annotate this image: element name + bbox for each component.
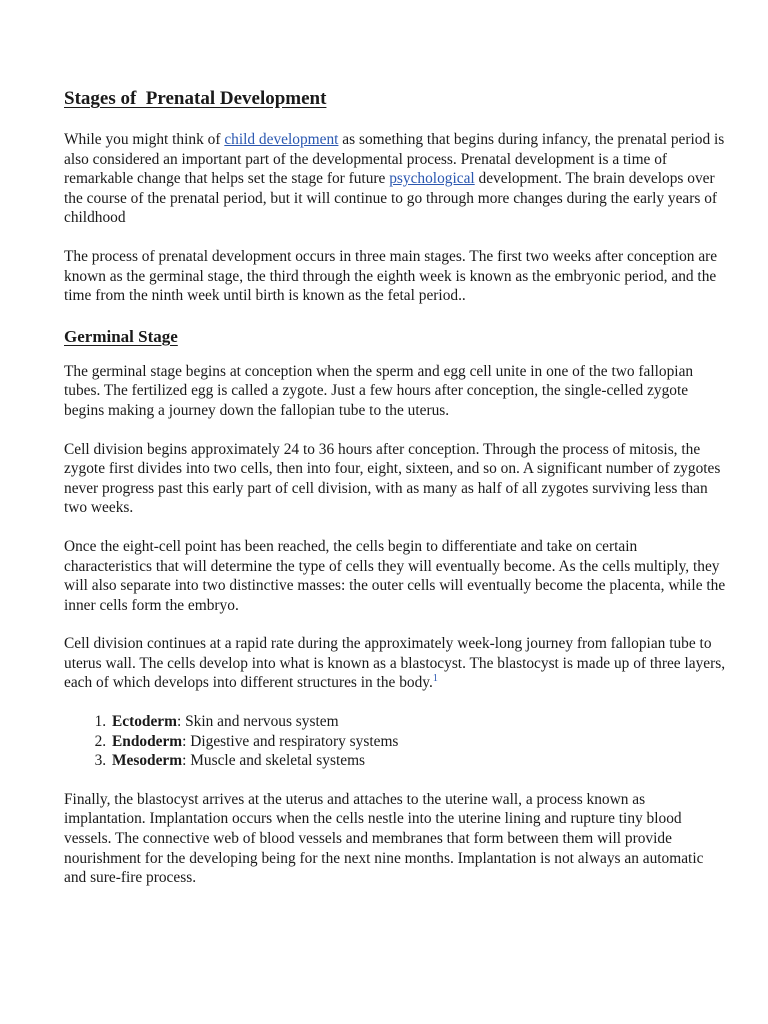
child-development-link[interactable]: child development: [224, 131, 339, 148]
layer-description: : Skin and nervous system: [176, 713, 339, 731]
stages-paragraph: The process of prenatal development occurs in three main stages. The first two weeks after conception are known as the germinal stage, the third through the eighth week is known as the embryonic period, and the time from the ninth week until birth is known as the fetal period..: [64, 247, 718, 305]
list-item-mesoderm: [110, 751, 728, 771]
layer-term: Ectoderm: [112, 713, 177, 731]
germinal-paragraph-conception: The germinal stage begins at conception when the sperm and egg cell unite in one of the two fallopian tubes. The fertilized egg is called a zygote. Just a few hours after conception, the single-celled zygote begins making a journey down the fallopian tube to the uterus.: [64, 362, 694, 419]
list-item-endoderm: [110, 732, 728, 752]
germinal-paragraph-cell-division: Cell division begins approximately 24 to 36 hours after conception. Through the process of mitosis, the zygote first divides into two cells, then into four, eight, sixteen, and so on. A significant number of zygotes never progress past this early part of cell division, with as many as half of all zygotes surviving less than two weeks.: [64, 440, 721, 517]
layer-description: : Digestive and respiratory systems: [182, 732, 399, 750]
psychological-link[interactable]: psychological: [389, 170, 475, 188]
blastocyst-text: Cell division continues at a rapid rate during the approximately week-long journey from fallopian tube to uterus wall. The cells develop into what is known as a blastocyst. The blastocyst is made up of three layers, each of which develops into different structures in the body.: [64, 635, 726, 692]
intro-paragraph: [64, 130, 728, 228]
intro-text-start: While you might think of: [64, 131, 225, 148]
intro-text-middle: as something that begins during infancy, the prenatal period is also considered an important part of the developmental process. Prenatal development is a time of remarkable change that helps set the stage for future: [64, 131, 725, 188]
germ-layers-list: [64, 712, 728, 771]
layer-description: : Muscle and skeletal systems: [182, 752, 366, 770]
germinal-paragraph-blastocyst: [64, 634, 728, 693]
germinal-paragraph-differentiation: Once the eight-cell point has been reached, the cells begin to differentiate and take on certain characteristics that will determine the type of cells they will eventually become. As the cells multiply, they will also separate into two distinctive masses: the outer cells will eventually become the placenta, while the inner cells form the embryo.: [64, 537, 726, 614]
list-item-ectoderm: [110, 712, 728, 732]
page-title: Stages of Prenatal Development: [64, 88, 327, 109]
germinal-stage-heading: Germinal Stage: [64, 326, 178, 346]
intro-text-end: development. The brain develops over the course of the prenatal period, but it will continue to go through more changes during the early years of childhood: [64, 170, 718, 227]
germinal-paragraph-implantation: Finally, the blastocyst arrives at the uterus and attaches to the uterine wall, a process known as implantation. Implantation occurs when the cells nestle into the uterine lining and rupture tiny blood vessels. The connective web of blood vessels and membranes that form between them will provide nourishment for the developing being for the next nine months. Implantation is not always an automatic and sure-fire process.: [64, 790, 704, 887]
layer-term: Endoderm: [112, 732, 183, 750]
footnote-reference-link[interactable]: 1: [432, 673, 438, 685]
layer-term: Mesoderm: [112, 752, 183, 770]
